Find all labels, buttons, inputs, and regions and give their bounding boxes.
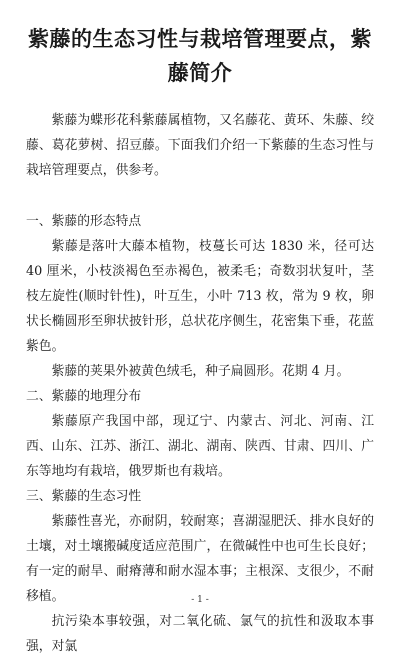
section-morphology: [26, 209, 374, 384]
document-title: 紫藤的生态习性与栽培管理要点，紫藤简介: [28, 26, 372, 85]
intro-paragraph: 紫藤为蝶形花科紫藤属植物，又名藤花、黄环、朱藤、绞藤、葛花萝树、招豆藤。下面我们介绍一下紫藤的生态习性与栽培管理要点，供参考。: [26, 113, 374, 178]
section-heading: 三、紫藤的生态习性: [26, 489, 142, 504]
section-ecology: [26, 484, 374, 659]
section-paragraph: 紫藤性喜光，亦耐阴，较耐寒；喜湖湿肥沃、排水良好的土壤，对土壤搬碱度适应范围广，在微碱性中也可生长良好；有一定的耐旱、耐瘠薄和耐水湿本事；主根深、支很少，不耐移植。: [26, 514, 374, 604]
section-paragraph: 紫藤原产我国中部，现辽宁、内蒙古、河北、河南、江西、山东、江苏、浙江、湖北、湖南、陕西、甘肃、四川、广东等地均有栽培，俄罗斯也有栽培。: [26, 414, 374, 479]
page-number: - 1 -: [191, 595, 209, 605]
section-heading: 一、紫藤的形态特点: [26, 214, 142, 229]
section-paragraph: 抗污染本事较强，对二氧化硫、氯气的抗性和汲取本事强，对氯: [26, 614, 374, 654]
section-heading: 二、紫藤的地理分布: [26, 389, 142, 404]
section-paragraph: 紫藤是落叶大藤本植物，枝蔓长可达 1830 米，径可达 40 厘米，小枝淡褐色至赤褐色，被柔毛；奇数羽状复叶，茎枝左旋性(顺时针性)，叶互生，小叶 713 枚，常为 9 枚，卵状长椭圆形至卵状披针形，总状花序侧生，花密集下垂，花蓝紫色。: [26, 239, 374, 354]
section-distribution: [26, 384, 374, 484]
section-paragraph: 紫藤的荚果外被黄色绒毛，种子扁圆形。花期 4 月。: [51, 364, 350, 379]
